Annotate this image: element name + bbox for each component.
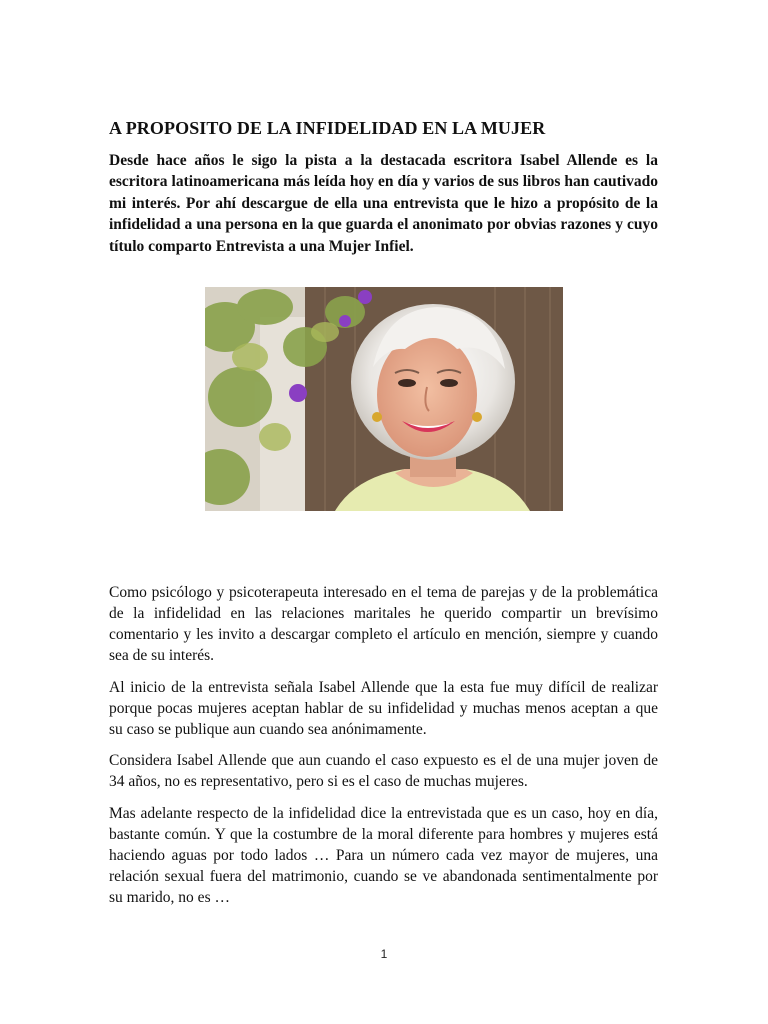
document-title: A PROPOSITO DE LA INFIDELIDAD EN LA MUJER [109,118,546,138]
page-number: 1 [380,947,388,961]
body-paragraph-3: Considera Isabel Allende que aun cuando el caso expuesto es el de una mujer joven de 34 años, no es representativo, pero si es el caso de muchas mujeres. [109,752,658,790]
portrait-photo [205,287,563,511]
body-paragraph-2: Al inicio de la entrevista señala Isabel Allende que la esta fue muy difícil de realizar porque pocas mujeres aceptan hablar de su infidelidad y muchas menos aceptan a que su caso se publique aun cuando sea anónimamente. [109,678,658,738]
body-paragraph-1: Como psicólogo y psicoterapeuta interesado en el tema de parejas y de la problemática de la infidelidad en las relaciones maritales he querido compartir un brevísimo comentario y les invito a descargar completo el artículo en mención, siempre y cuando sea de su interés. [109,584,658,664]
body-paragraph-4: Mas adelante respecto de la infidelidad dice la entrevistada que es un caso, hoy en día, bastante común. Y que la costumbre de la moral diferente para hombres y mujeres está haciendo aguas por todo lados … Para un número cada vez mayor de mujeres, una relación sexual fuera del matrimonio, cuando se ve abandonada sentimentalmente por su marido, no es … [109,804,658,906]
intro-paragraph: Desde hace años le sigo la pista a la destacada escritora Isabel Allende es la escritora latinoamericana más leída hoy en día y varios de sus libros han cautivado mi interés. Por ahí descargue de ella una entrevista que le hizo a propósito de la infidelidad a una persona en la que guarda el anonimato por obvias razones y cuyo título comparto Entrevista a una Mujer Infiel. [109,152,658,255]
body-text [109,582,658,918]
